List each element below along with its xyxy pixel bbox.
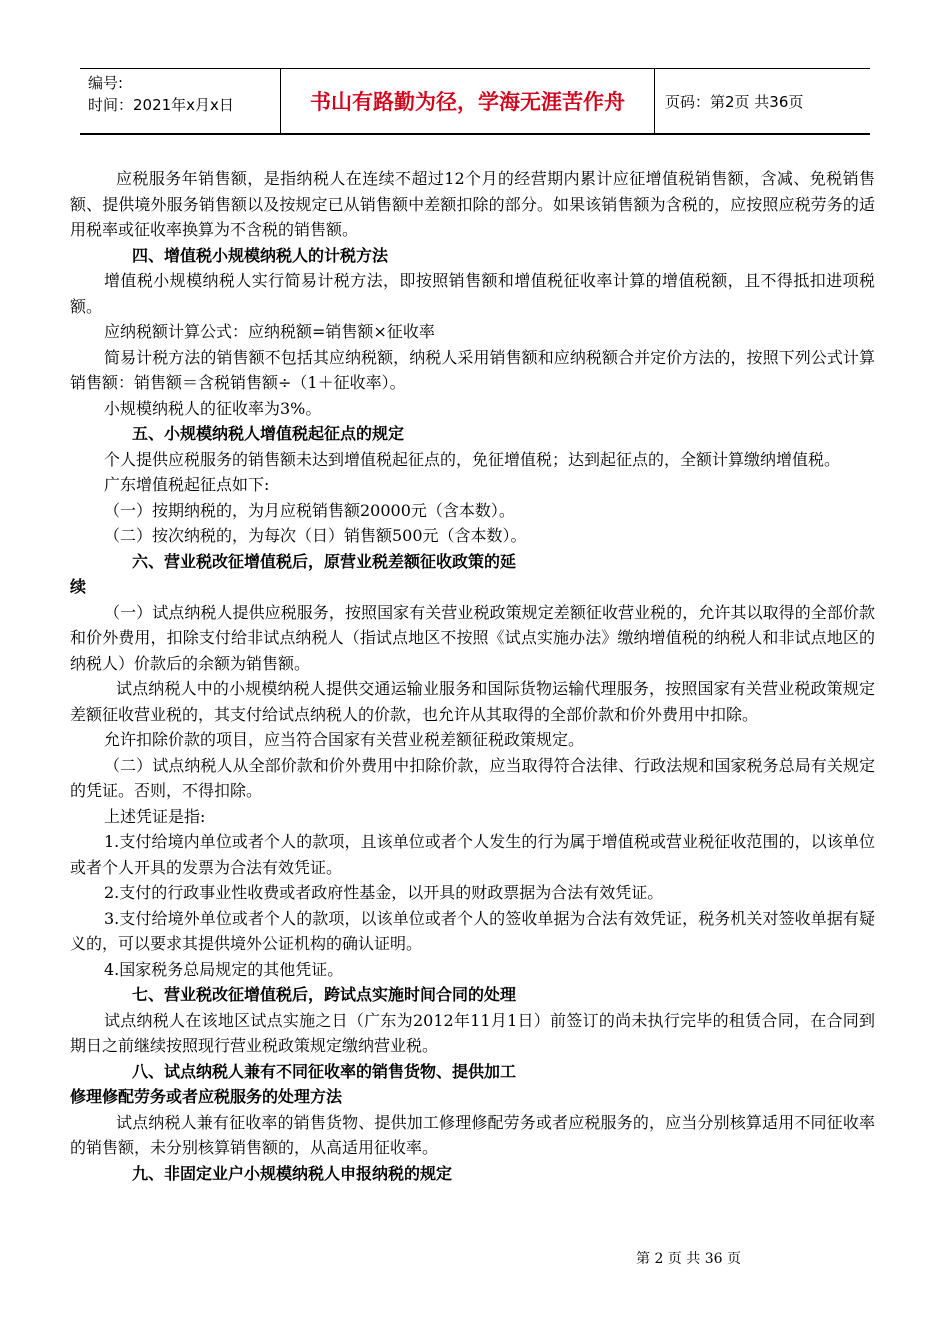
page-header bbox=[80, 68, 870, 135]
header-motto: 书山有路勤为径，学海无涯苦作舟 bbox=[281, 69, 655, 133]
paragraph: （一）按期纳税的，为月应税销售额20000元（含本数）。 bbox=[104, 500, 515, 520]
section-heading: 七、营业税改征增值税后，跨试点实施时间合同的处理 bbox=[132, 985, 517, 1004]
section-heading: 四、增值税小规模纳税人的计税方法 bbox=[132, 245, 389, 265]
paragraph: （二）试点纳税人从全部价款和价外费用中扣除价款，应当取得符合法律、行政法规和国家税务总局有关规定的凭证。否则，不得扣除。 bbox=[70, 755, 875, 800]
paragraph: 试点纳税人兼有征收率的销售货物、提供加工修理修配劳务或者应税服务的，应当分别核算适用不同征收率的销售额，未分别核算销售额的，从高适用征收率。 bbox=[70, 1112, 875, 1157]
paragraph: 上述凭证是指: bbox=[104, 806, 206, 826]
section-heading: 六、营业税改征增值税后，原营业税差额征收政策的延 bbox=[132, 551, 517, 571]
section-heading: 八、试点纳税人兼有不同征收率的销售货物、提供加工 bbox=[132, 1061, 517, 1081]
paragraph: 小规模纳税人的征收率为3%。 bbox=[104, 398, 322, 418]
paragraph: 4.国家税务总局规定的其他凭证。 bbox=[104, 959, 344, 979]
paragraph: 1.支付给境内单位或者个人的款项，且该单位或者个人发生的行为属于增值税或营业税征收范围的，以该单位或者个人开具的发票为合法有效凭证。 bbox=[70, 832, 875, 877]
paragraph: 个人提供应税服务的销售额未达到增值税起征点的，免征增值税；达到起征点的，全额计算缴纳增值税。 bbox=[104, 449, 841, 469]
paragraph: 试点纳税人中的小规模纳税人提供交通运输业服务和国际货物运输代理服务，按照国家有关营业税政策规定差额征收营业税的，其支付给试点纳税人的价款，也允许从其取得的全部价款和价外费用中扣除。 bbox=[70, 679, 875, 724]
page-footer: 第 2 页 共 36 页 bbox=[636, 1251, 741, 1267]
paragraph: 应纳税额计算公式：应纳税额=销售额×征收率 bbox=[104, 322, 435, 341]
section-heading: 续 bbox=[70, 577, 87, 596]
number-label: 编号: bbox=[88, 74, 124, 92]
paragraph: 广东增值税起征点如下: bbox=[104, 475, 270, 494]
paragraph: （二）按次纳税的，为每次（日）销售额500元（含本数）。 bbox=[104, 526, 527, 545]
paragraph: 2.支付的行政事业性收费或者政府性基金，以开具的财政票据为合法有效凭证。 bbox=[104, 883, 664, 902]
header-meta bbox=[80, 69, 281, 133]
paragraph: 增值税小规模纳税人实行简易计税方法，即按照销售额和增值税征收率计算的增值税额，且不得抵扣进项税额。 bbox=[70, 271, 875, 316]
paragraph: 应税服务年销售额，是指纳税人在连续不超过12个月的经营期内累计应征增值税销售额，含减、免税销售额、提供境外服务销售额以及按规定已从销售额中差额扣除的部分。如果该销售额为含税的，应按照应税劳务的适用税率或征收率换算为不含税的销售额。 bbox=[70, 169, 875, 239]
header-page-label: 页码：第2页 共36页 bbox=[665, 92, 804, 111]
paragraph: 简易计税方法的销售额不包括其应纳税额，纳税人采用销售额和应纳税额合并定价方法的，按照下列公式计算销售额：销售额＝含税销售额÷（1＋征收率）。 bbox=[70, 347, 875, 392]
section-heading: 五、小规模纳税人增值税起征点的规定 bbox=[132, 424, 405, 443]
paragraph: 3.支付给境外单位或者个人的款项，以该单位或者个人的签收单据为合法有效凭证，税务机关对签收单据有疑义的，可以要求其提供境外公证机构的确认证明。 bbox=[70, 908, 875, 953]
paragraph: 允许扣除价款的项目，应当符合国家有关营业税差额征税政策规定。 bbox=[104, 730, 585, 749]
section-heading: 九、非固定业户小规模纳税人申报纳税的规定 bbox=[132, 1163, 453, 1183]
paragraph: 试点纳税人在该地区试点实施之日（广东为2012年11月1日）前签订的尚未执行完毕的租赁合同，在合同到期日之前继续按照现行营业税政策规定缴纳营业税。 bbox=[70, 1010, 875, 1055]
document-body bbox=[70, 166, 875, 1186]
date-label: 时间：2021年x月x日 bbox=[88, 96, 234, 114]
paragraph: （一）试点纳税人提供应税服务，按照国家有关营业税政策规定差额征收营业税的，允许其以取得的全部价款和价外费用，扣除支付给非试点纳税人（指试点地区不按照《试点实施办法》缴纳增值税的纳税人和非试点地区的纳税人）价款后的余额为销售额。 bbox=[70, 602, 875, 673]
section-heading: 修理修配劳务或者应税服务的处理方法 bbox=[70, 1087, 343, 1106]
